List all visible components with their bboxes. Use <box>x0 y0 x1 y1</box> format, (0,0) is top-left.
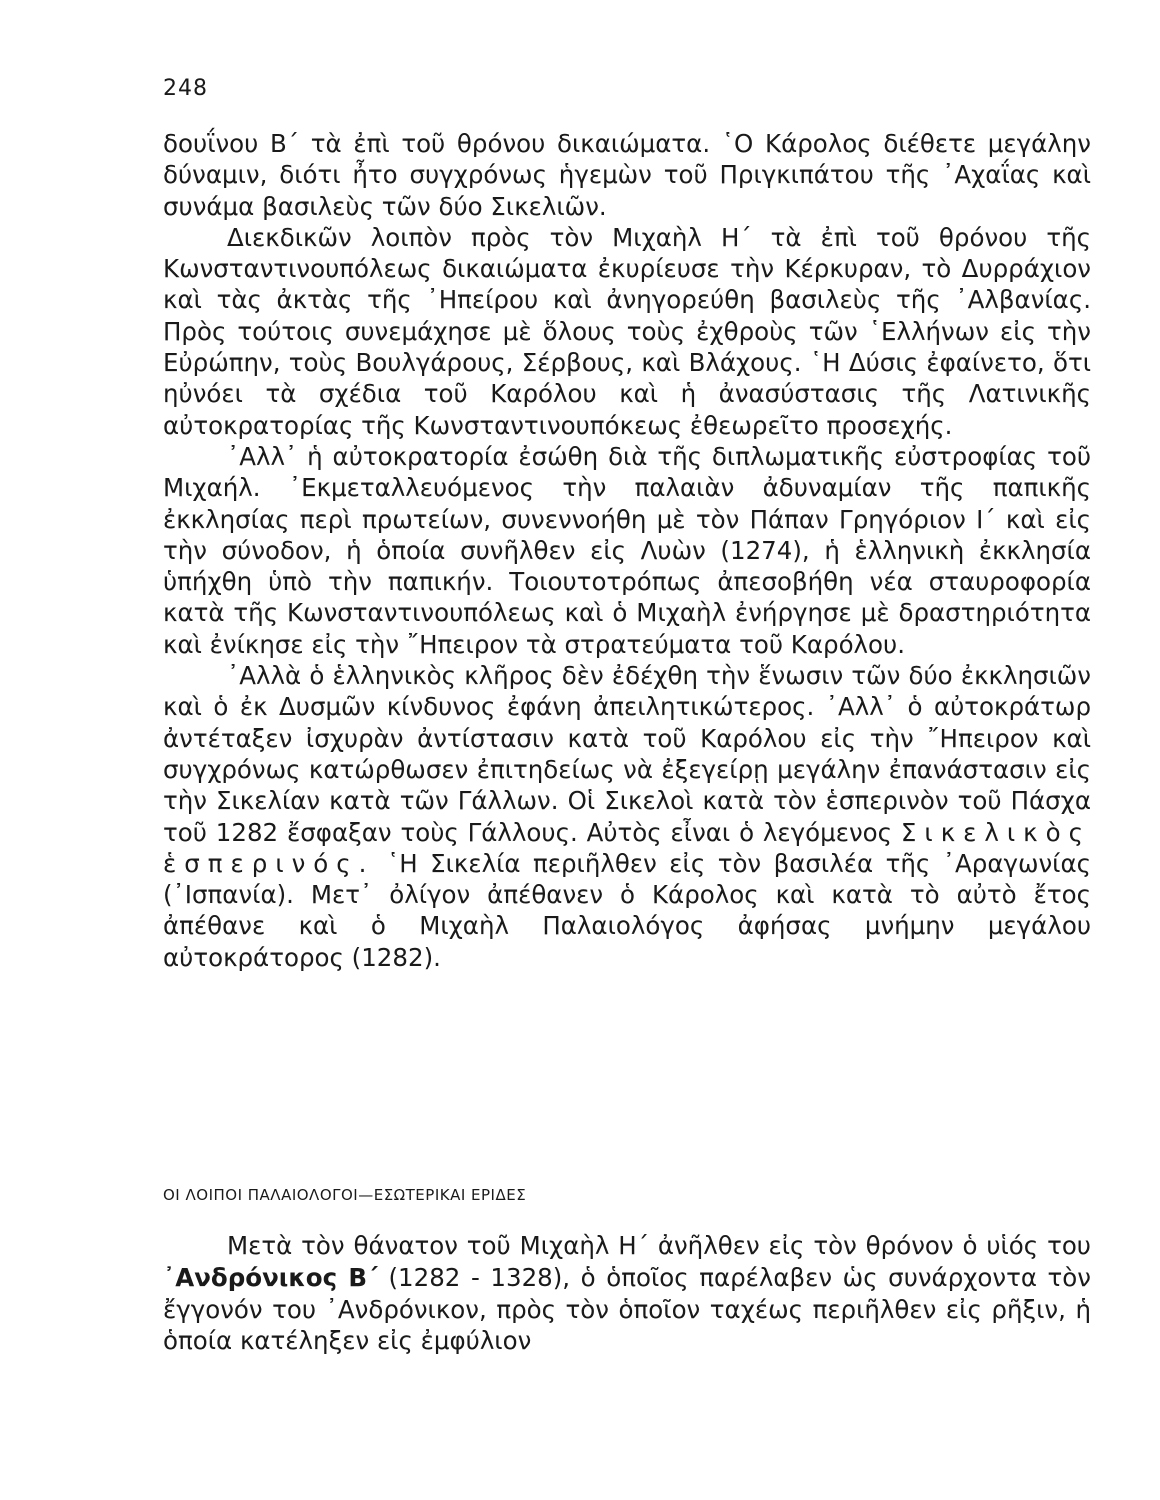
paragraph <box>163 660 1091 973</box>
paragraph: δουΐνου Β΄ τὰ ἐπὶ τοῦ θρόνου δικαιώματα. ῾Ο Κάρολος διέθετε μεγάλην δύναμιν, διότι ἦτο συγχρόνως ἡγεμὼν τοῦ Πριγκιπάτου τῆς ᾿Αχαΐας καὶ συνάμα βασιλεὺς τῶν δύο Σικελιῶν. <box>163 129 1091 221</box>
paragraph: Διεκδικῶν λοιπὸν πρὸς τὸν Μιχαὴλ Η΄ τὰ ἐπὶ τοῦ θρόνου τῆς Κωνσταντινουπόλεως δικαιώματα ἐκυρίευσε τὴν Κέρκυραν, τὸ Δυρράχιον καὶ τὰς ἀκτὰς τῆς ᾿Ηπείρου καὶ ἀνηγορεύθη βασιλεὺς τῆς ᾿Αλβανίας. Πρὸς τούτοις συνεμάχησε μὲ ὅλους τοὺς ἐχθροὺς τῶν ῾Ελλήνων εἰς τὴν Εὐρώπην, τοὺς Βουλγάρους, Σέρβους, καὶ Βλάχους. ῾Η Δύσις ἐφαίνετο, ὅτι ηὐνόει τὰ σχέδια τοῦ Καρόλου καὶ ἡ ἀνασύστασις τῆς Λατινικῆς αὐτοκρατορίας τῆς Κωνσταντινουπόκεως ἐθεωρεῖτο προσεχής. <box>163 222 1091 440</box>
section-heading: ΟΙ ΛΟΙΠΟΙ ΠΑΛΑΙΟΛΟΓΟΙ—ΕΣΩΤΕΡΙΚΑΙ ΕΡΙΔΕΣ <box>163 1186 527 1204</box>
page-number: 248 <box>163 76 208 101</box>
paragraph-text: ᾿Αλλὰ ὁ ἑλληνικὸς κλῆρος δὲν ἐδέχθη τὴν ἕνωσιν τῶν δύο ἐκκλησιῶν καὶ ὁ ἐκ Δυσμῶν κίνδυνος ἐφάνη ἀπειλητικώτερος. ᾿Αλλ᾿ ὁ αὐτοκράτωρ ἀντέταξεν ἰσχυρὰν ἀντίστασιν κατὰ τοῦ Καρόλου εἰς τὴν ῎Ηπειρον καὶ συγχρόνως κατώρθωσεν ἐπιτηδείως νὰ ἐξεγείρῃ μεγάλην ἐπανάστασιν εἰς τὴν Σικελίαν κατὰ τῶν Γάλλων. Οἱ Σικελοὶ κατὰ τὸν ἑσπερινὸν τοῦ Πάσχα τοῦ 1282 ἔσφαξαν τοὺς Γάλλους. Αὐτὸς εἶναι ὁ λεγόμενος <box>163 661 1091 847</box>
paragraph-text: ῾Η Σικελία περιῆλθεν εἰς τὸν βασιλέα τῆς ᾿Αραγωνίας (᾿Ισπανία). Μετ᾿ ὀλίγον ἀπέθανεν ὁ Κάρολος καὶ κατὰ τὸ αὐτὸ ἔτος ἀπέθανε καὶ ὁ Μιχαὴλ Παλαιολόγος ἀφήσας μνήμην μεγάλου αὐτοκράτορος (1282). <box>163 848 1091 972</box>
emphasized-name: ᾿Ανδρόνικος Β΄ <box>163 1262 378 1292</box>
main-text <box>163 128 1091 973</box>
paragraph: ᾿Αλλ᾿ ἡ αὐτοκρατορία ἐσώθη διὰ τῆς διπλωματικῆς εὐστροφίας τοῦ Μιχαήλ. ᾿Εκμεταλλευόμενος τὴν παλαιὰν ἀδυναμίαν τῆς παπικῆς ἐκκλησίας περὶ πρωτείων, συνεννοήθη μὲ τὸν Πάπαν Γρηγόριον Ι΄ καὶ εἰς τὴν σύνοδον, ἡ ὁποία συνῆλθεν εἰς Λυὼν (1274), ἡ ἑλληνικὴ ἐκκλησία ὑπήχθη ὑπὸ τὴν παπικήν. Τοιουτοτρόπως ἀπεσοβήθη νέα σταυροφορία κατὰ τῆς Κωνσταντινουπόλεως καὶ ὁ Μιχαὴλ ἐνήργησε μὲ δραστηριότητα καὶ ἐνίκησε εἰς τὴν ῎Ηπειρον τὰ στρατεύματα τοῦ Καρόλου. <box>163 441 1091 659</box>
paragraph <box>163 1230 1091 1357</box>
paragraph-text: Μετὰ τὸν θάνατον τοῦ Μιχαὴλ Η΄ ἀνῆλθεν εἰς τὸν θρόνον ὁ υἱός του <box>227 1231 1091 1260</box>
emphasized-term: Σικελικὸς ἑσπερινός. <box>163 817 1091 878</box>
paragraph-text: (1282 - 1328), ὁ ὁποῖος παρέλαβεν ὡς συνάρχοντα τὸν ἔγγονόν του ᾿Ανδρόνικον, πρὸς τὸν ὁποῖον ταχέως περιῆλθεν εἰς ρῆξιν, ἡ ὁποία κατέληξεν εἰς ἐμφύλιον <box>163 1262 1091 1356</box>
section-text <box>163 1230 1091 1357</box>
